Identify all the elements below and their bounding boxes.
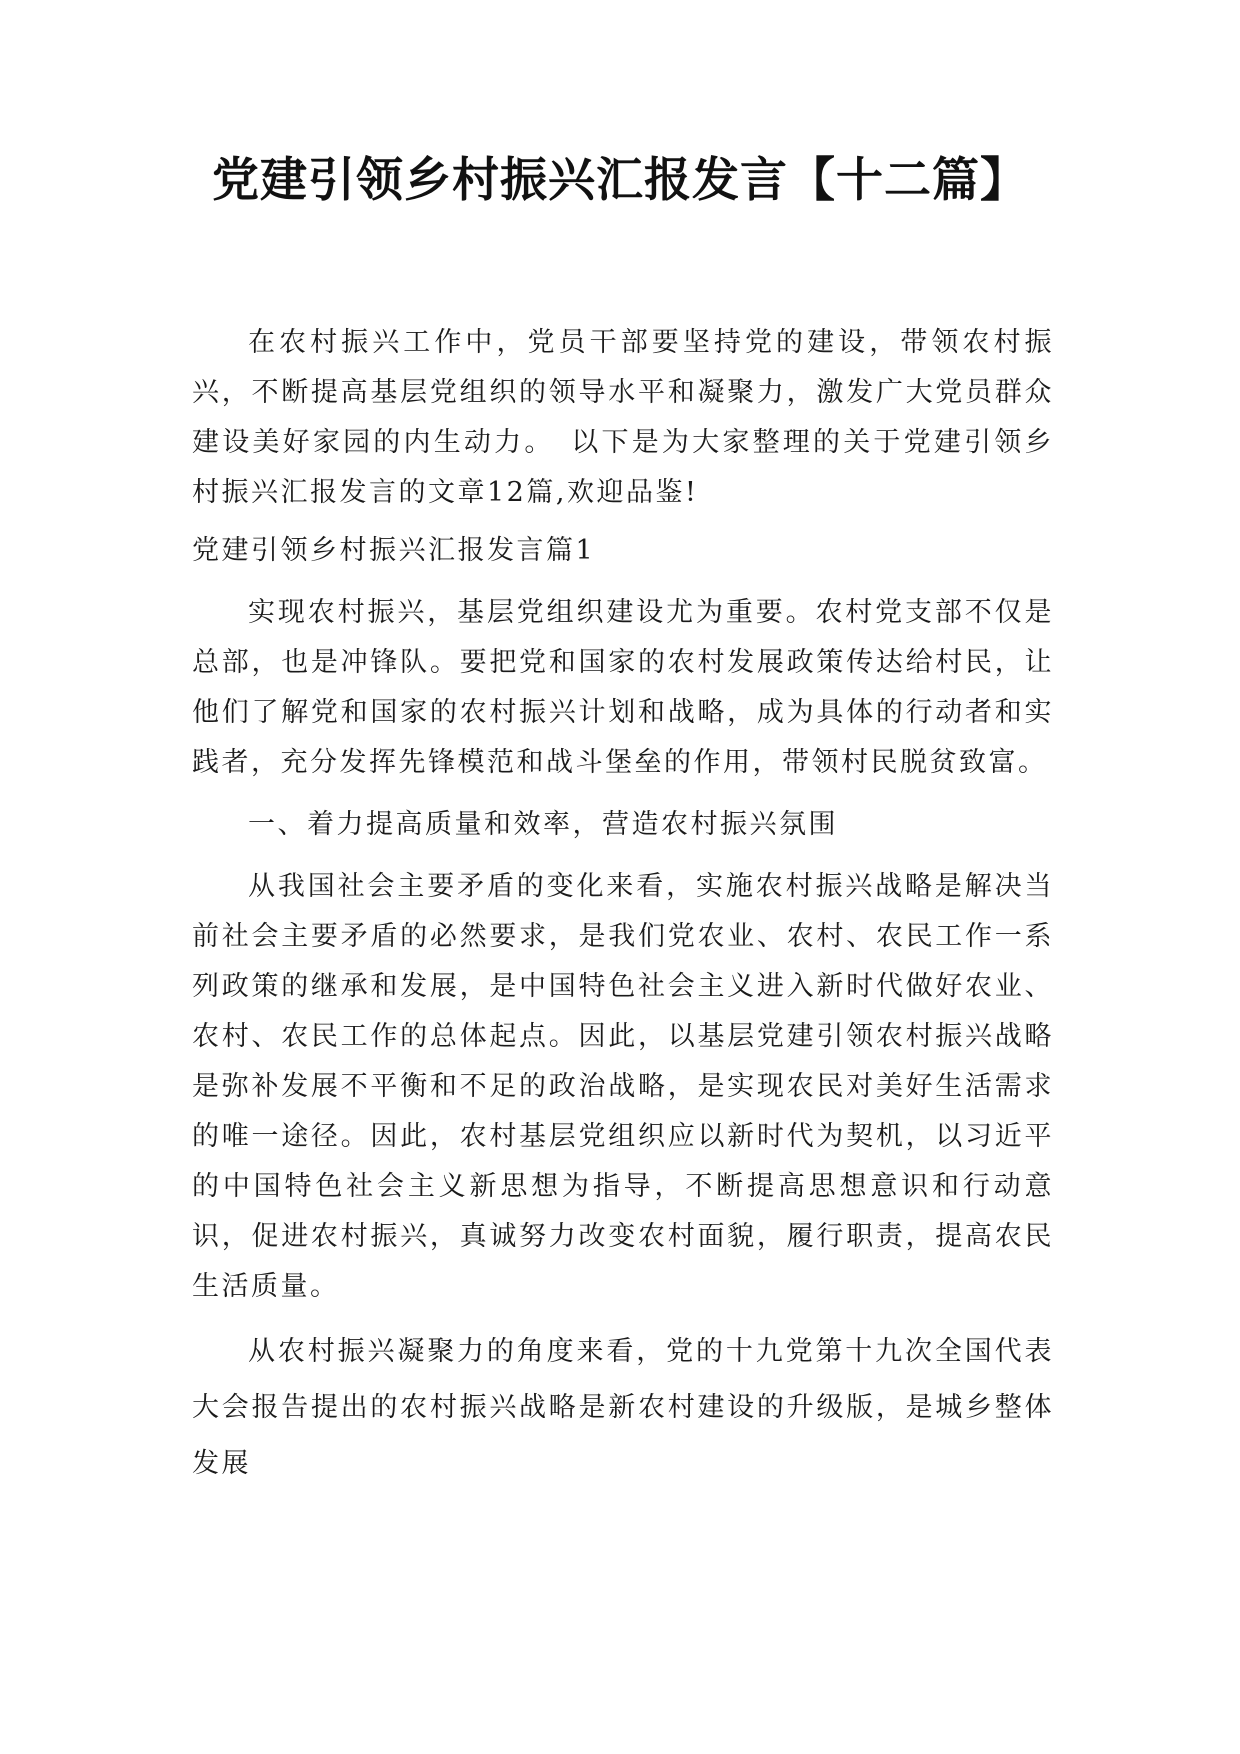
intro-paragraph: 在农村振兴工作中，党员干部要坚持党的建设，带领农村振兴，不断提高基层党组织的领导水平和凝聚力，激发广大党员群众建设美好家园的内生动力。 以下是为大家整理的关于党建引领乡村振兴汇报发言的文章12篇,欢迎品鉴!: [192, 327, 1054, 508]
subheading-paragraph: 一、着力提高质量和效率，营造农村振兴氛围: [248, 809, 838, 840]
body-paragraph: 从我国社会主要矛盾的变化来看，实施农村振兴战略是解决当前社会主要矛盾的必然要求，是我们党农业、农村、农民工作一系列政策的继承和发展，是中国特色社会主义进入新时代做好农业、农村、农民工作的总体起点。因此，以基层党建引领农村振兴战略是弥补发展不平衡和不足的政治战略，是实现农民对美好生活需求的唯一途径。因此，农村基层党组织应以新时代为契机，以习近平的中国特色社会主义新思想为指导，不断提高思想意识和行动意识，促进农村振兴，真诚努力改变农村面貌，履行职责，提高农民生活质量。: [192, 871, 1054, 1302]
body-paragraph: 从农村振兴凝聚力的角度来看，党的十九党第十九次全国代表大会报告提出的农村振兴战略是新农村建设的升级版，是城乡整体发展: [192, 1336, 1054, 1479]
document-body: [192, 318, 1054, 1492]
body-paragraph: 实现农村振兴，基层党组织建设尤为重要。农村党支部不仅是总部，也是冲锋队。要把党和国家的农村发展政策传达给村民，让他们了解党和国家的农村振兴计划和战略，成为具体的行动者和实践者，充分发挥先锋模范和战斗堡垒的作用，带领村民脱贫致富。: [192, 597, 1054, 778]
section-heading: 党建引领乡村振兴汇报发言篇1: [192, 535, 596, 566]
document-title: 党建引领乡村振兴汇报发言【十二篇】: [212, 153, 1028, 208]
